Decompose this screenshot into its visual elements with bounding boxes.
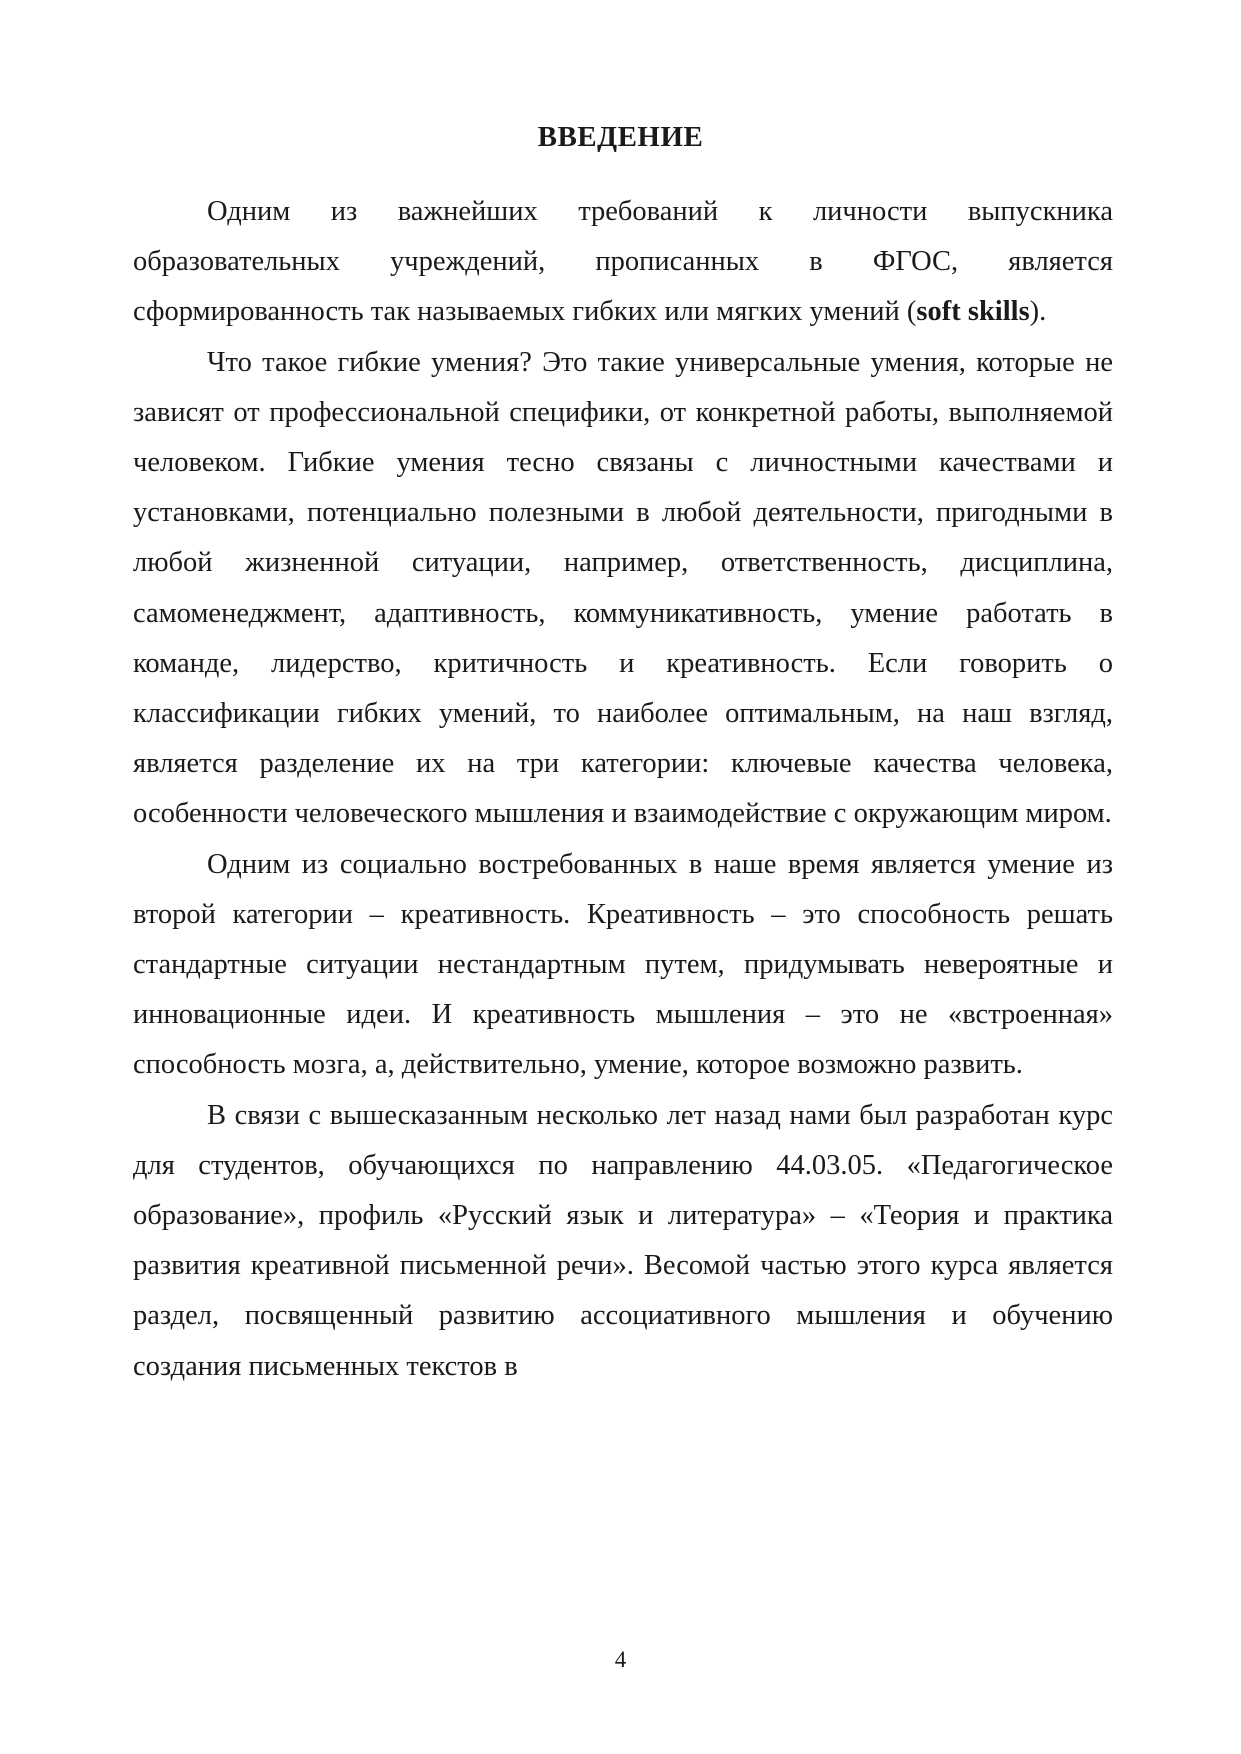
page-title: ВВЕДЕНИЕ [537,121,704,153]
paragraph-1-bold-term: soft skills [916,296,1030,328]
paragraph-4: В связи с вышесказанным несколько лет назад нами был разработан курс для студентов, обучающихся по направлению 44.03.05. «Педагогическое образование», профиль «Русский язык и литература» – «Теория и практика развития креативной письменной речи». Весомой частью этого курса является раздел, посвященный развитию ассоциативного мышления и обучению создания письменных текстов в [133,1099,1113,1382]
paragraph-1-text: Одним из важнейших требований к личности выпускника образовательных учреждений, прописанных в ФГОС, является сформированность так называемых гибких или мягких умений ( [133,196,1113,328]
paragraph-1-end: ). [1029,296,1047,328]
paragraph-2: Что такое гибкие умения? Это такие универсальные умения, которые не зависят от профессиональной специфики, от конкретной работы, выполняемой человеком. Гибкие умения тесно связаны с личностными качествами и установками, потенциально полезными в любой деятельности, пригодными в любой жизненной ситуации, например, ответственность, дисциплина, самоменеджмент, адаптивность, коммуникативность, умение работать в команде, лидерство, критичность и креативность. Если говорить о классификации гибких умений, то наиболее оптимальным, на наш взгляд, является разделение их на три категории: ключевые качества человека, особенности человеческого мышления и взаимодействие с окружающим миром. [133,346,1113,830]
page-number: 4 [614,1647,627,1672]
paragraph-1 [133,187,1113,338]
body-text [133,187,1113,1392]
paragraph-3: Одним из социально востребованных в наше время является умение из второй категории – креативность. Креативность – это способность решать стандартные ситуации нестандартным путем, придумывать невероятные и инновационные идеи. И креативность мышления – это не «встроенная» способность мозга, а, действительно, умение, которое возможно развить. [133,848,1113,1081]
